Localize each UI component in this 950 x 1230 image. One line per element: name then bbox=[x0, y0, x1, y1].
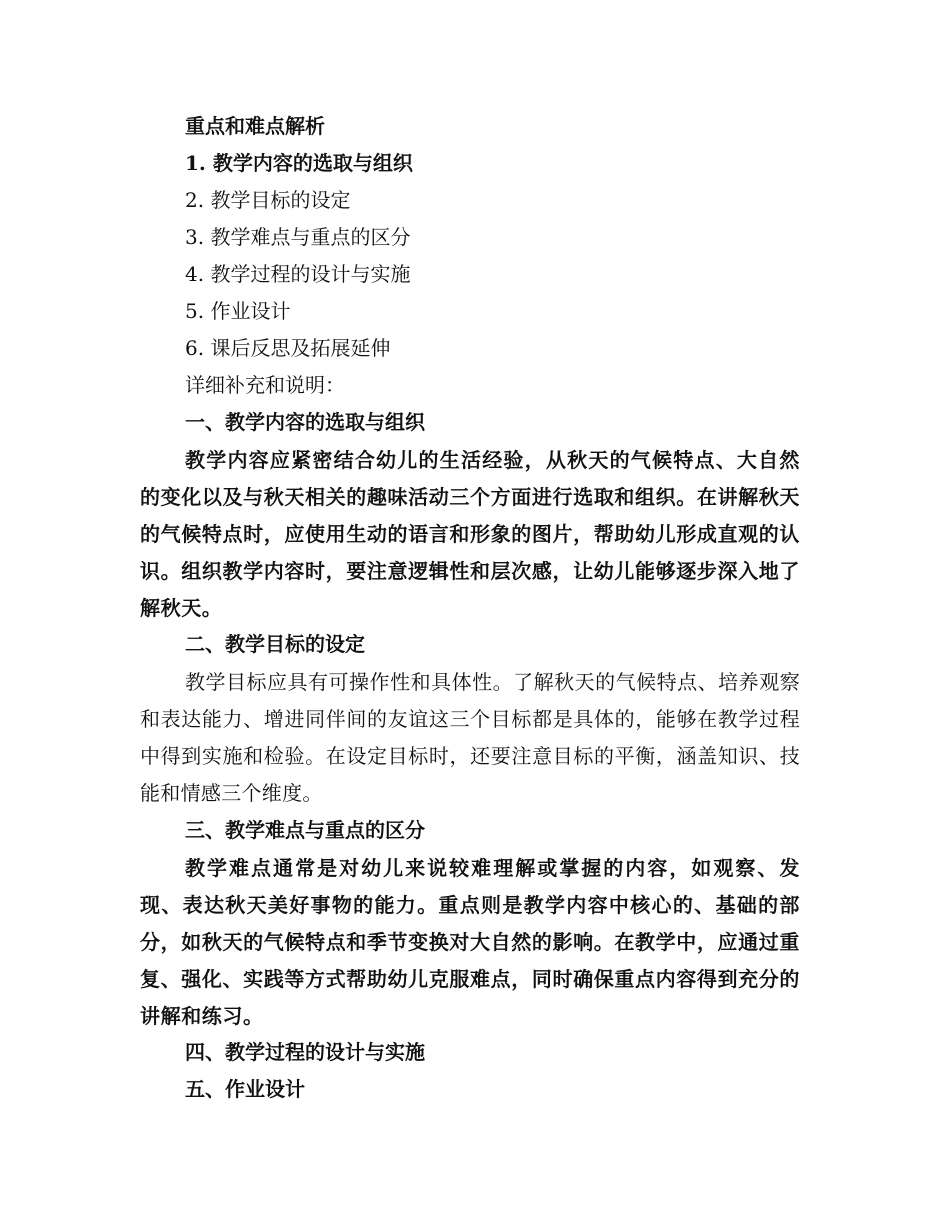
toc-item-1: 1. 教学内容的选取与组织 bbox=[185, 151, 413, 175]
section-3-heading: 三、教学难点与重点的区分 bbox=[185, 818, 425, 842]
toc-item-3: 3. 教学难点与重点的区分 bbox=[185, 225, 411, 249]
section-4-heading: 四、教学过程的设计与实施 bbox=[185, 1040, 425, 1064]
section-2-body: 教学目标应具有可操作性和具体性。了解秋天的气候特点、培养观察和表达能力、增进同伴间的友谊这三个目标都是具体的，能够在教学过程中得到实施和检验。在设定目标时，还要注意目标的平衡，涵盖知识、技能和情感三个维度。 bbox=[140, 670, 800, 805]
section-1-heading: 一、教学内容的选取与组织 bbox=[185, 410, 425, 434]
toc-item-6: 6. 课后反思及拓展延伸 bbox=[185, 336, 391, 360]
details-label: 详细补充和说明： bbox=[185, 373, 345, 397]
section-3-body: 教学难点通常是对幼儿来说较难理解或掌握的内容，如观察、发现、表达秋天美好事物的能力。重点则是教学内容中核心的、基础的部分，如秋天的气候特点和季节变换对大自然的影响。在教学中，应通过重复、强化、实践等方式帮助幼儿克服难点，同时确保重点内容得到充分的讲解和练习。 bbox=[140, 856, 800, 1028]
toc-title: 重点和难点解析 bbox=[185, 114, 325, 138]
toc-item-4: 4. 教学过程的设计与实施 bbox=[185, 262, 411, 286]
toc-item-2: 2. 教学目标的设定 bbox=[185, 188, 351, 212]
toc-item-5: 5. 作业设计 bbox=[185, 299, 291, 323]
section-1-body: 教学内容应紧密结合幼儿的生活经验，从秋天的气候特点、大自然的变化以及与秋天相关的趣味活动三个方面进行选取和组织。在讲解秋天的气候特点时，应使用生动的语言和形象的图片，帮助幼儿形成直观的认识。组织教学内容时，要注意逻辑性和层次感，让幼儿能够逐步深入地了解秋天。 bbox=[140, 448, 800, 620]
section-5-heading: 五、作业设计 bbox=[185, 1077, 305, 1101]
section-2-heading: 二、教学目标的设定 bbox=[185, 632, 365, 656]
